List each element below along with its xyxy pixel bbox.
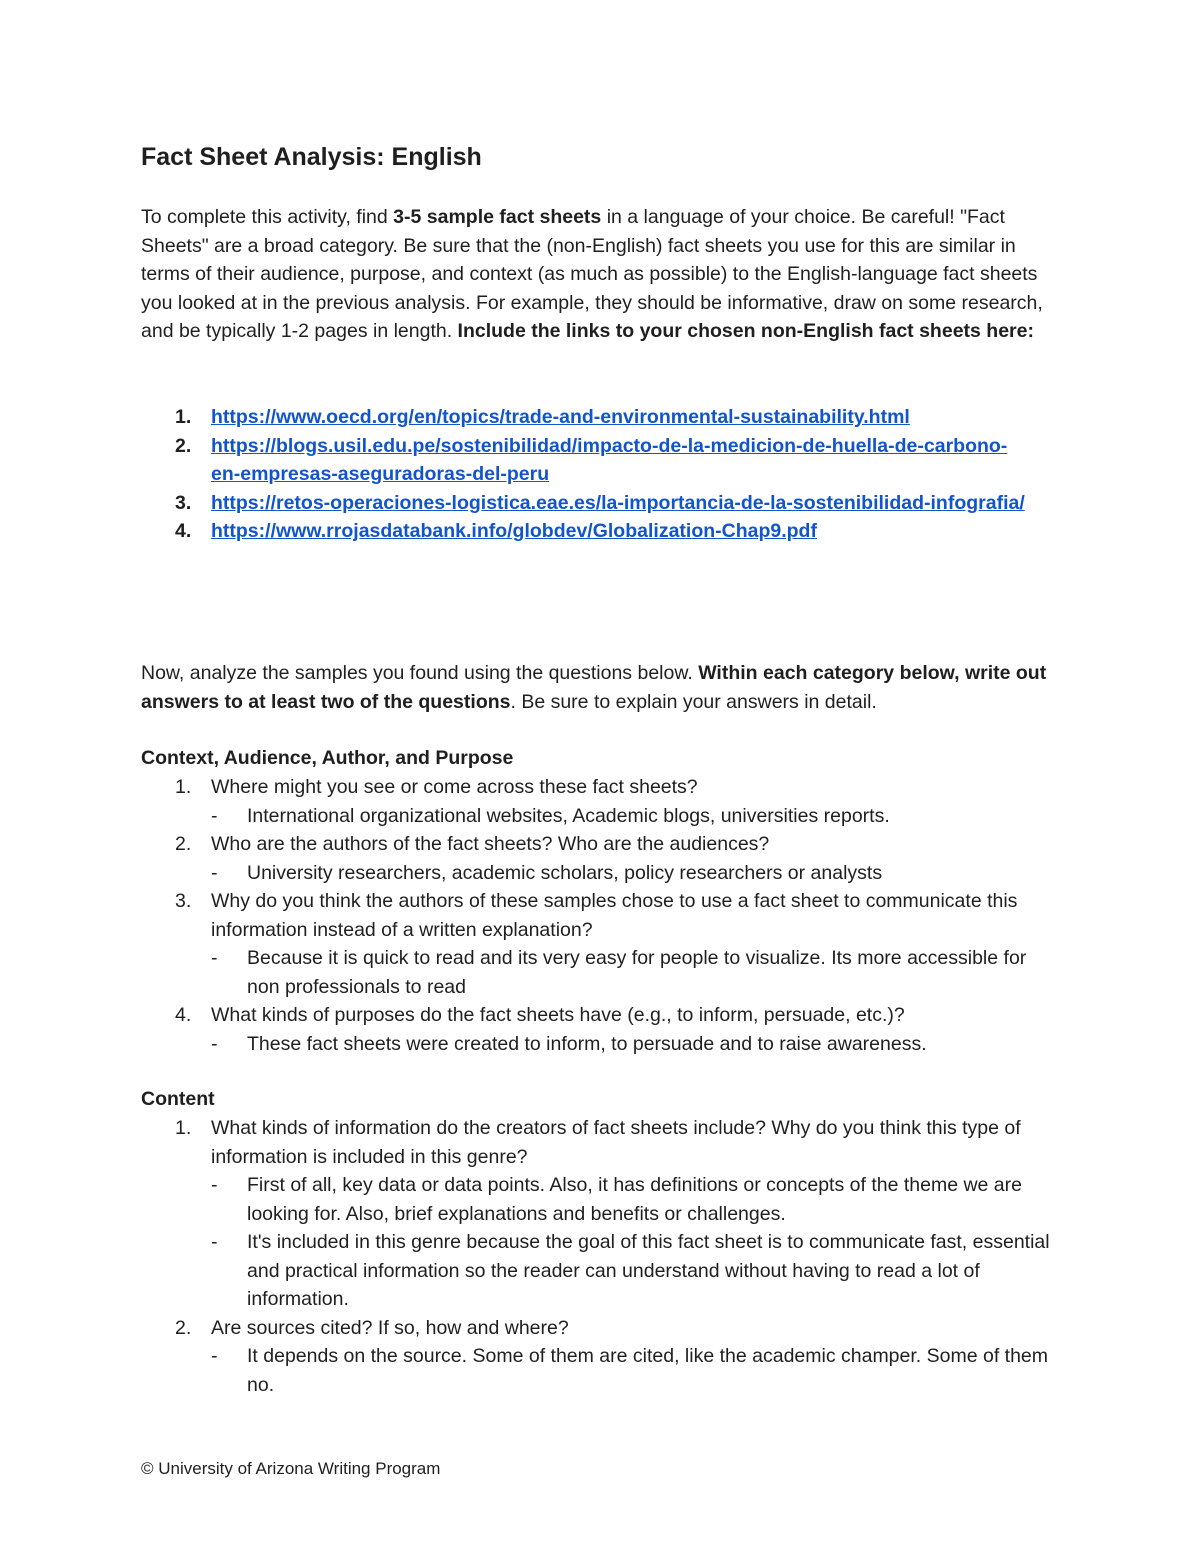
answer-text: Because it is quick to read and its very easy for people to visualize. Its more accessible for non professionals to read [247,947,1027,998]
answer-item [211,944,1061,1001]
answer-list [211,859,1061,888]
question-text: Why do you think the authors of these samples chose to use a fact sheet to communicate this information instead of a written explanation? [211,890,1018,941]
answer-text: First of all, key data or data points. Also, it has definitions or concepts of the theme we are looking for. Also, brief explanations and benefits or challenges. [247,1174,1022,1225]
answer-item [211,1342,1061,1399]
answer-text: It depends on the source. Some of them are cited, like the academic champer. Some of them no. [247,1345,1049,1396]
link-item [141,517,1031,546]
intro-paragraph [141,203,1053,346]
link-item [141,403,1031,432]
question-number: 4. [175,1004,192,1026]
analyze-text-2: . Be sure to explain your answers in detail. [510,690,877,713]
answer-list [211,1030,1061,1059]
link-number: 4. [175,520,192,542]
link-number: 3. [175,491,192,514]
section-heading: Content [141,1088,215,1110]
footer-copyright: © University of Arizona Writing Program [141,1459,441,1478]
answer-list [211,802,1061,831]
answer-text: International organizational websites, Academic blogs, universities reports. [247,804,890,827]
answer-item [211,1030,1061,1059]
links-list [141,403,1031,546]
question-text: Who are the authors of the fact sheets? Who are the audiences? [211,833,770,855]
question-number: 3. [175,890,192,912]
question-number: 1. [175,776,192,798]
question-text: Where might you see or come across these fact sheets? [211,776,698,798]
question-text: Are sources cited? If so, how and where? [211,1316,569,1339]
answer-dash: - [211,804,218,827]
analyze-text-1: Now, analyze the samples you found using the questions below. [141,662,699,684]
intro-text-1: To complete this activity, find [141,206,394,228]
link-usil-blog[interactable]: https://blogs.usil.edu.pe/sostenibilidad/impacto-de-la-medicion-de-huella-de-carbono-en-empresas-aseguradoras-del-peru [211,434,1008,485]
link-item [141,489,1031,518]
answer-item [211,859,1061,888]
intro-bold-2: Include the links to your chosen non-English fact sheets here: [457,320,1034,342]
analyze-paragraph [141,659,1053,716]
page-title: Fact Sheet Analysis: English [141,143,482,171]
question-item [141,1001,1061,1058]
question-number: 2. [175,833,192,855]
answer-list [211,1342,1061,1399]
answer-list [211,1171,1061,1314]
answer-dash: - [211,1231,218,1253]
link-number: 1. [175,406,192,428]
question-item [141,1114,1061,1314]
answer-dash: - [211,947,218,969]
link-number: 2. [175,434,192,457]
link-item [141,432,1031,489]
answer-text: These fact sheets were created to inform, to persuade and to raise awareness. [247,1032,927,1055]
answer-dash: - [211,1174,218,1196]
answer-dash: - [211,1032,218,1055]
question-list [141,1114,1061,1399]
answer-dash: - [211,861,218,884]
link-oecd[interactable]: https://www.oecd.org/en/topics/trade-and-environmental-sustainability.html [211,406,910,428]
answer-text: University researchers, academic scholars, policy researchers or analysts [247,861,883,884]
question-list [141,773,1061,1058]
question-item [141,1314,1061,1400]
link-rrojas[interactable]: https://www.rrojasdatabank.info/globdev/Globalization-Chap9.pdf [211,520,817,542]
question-item [141,773,1061,830]
question-number: 1. [175,1117,192,1139]
answer-item [211,1171,1061,1228]
question-text: What kinds of information do the creators of fact sheets include? Why do you think this type of information is included in this genre? [211,1117,1021,1168]
link-eae[interactable]: https://retos-operaciones-logistica.eae.es/la-importancia-de-la-sostenibilidad-infografia/ [211,491,1025,514]
section-heading: Context, Audience, Author, and Purpose [141,747,514,769]
answer-item [211,1228,1061,1314]
question-text: What kinds of purposes do the fact sheets have (e.g., to inform, persuade, etc.)? [211,1004,905,1026]
answer-text: It's included in this genre because the goal of this fact sheet is to communicate fast, essential and practical information so the reader can understand without having to read a lot of information. [247,1231,1050,1310]
analyze-bold: Within each category below, write out answers to at least two of the questions [141,662,1047,713]
intro-text-2: in a language of your choice. Be careful! "Fact Sheets" are a broad category. Be sure that the (non-English) fact sheets you use for this are similar in terms of their audience, purpose, and context (as much as possible) to the English-language fact sheets you looked at in the previous analysis. For example, they should be informative, draw on some research, and be typically 1-2 pages in length. [141,206,1043,342]
question-item [141,830,1061,887]
answer-list [211,944,1061,1001]
answer-item [211,802,1061,831]
answer-dash: - [211,1345,218,1367]
question-number: 2. [175,1316,192,1339]
question-item [141,887,1061,1001]
intro-bold-1: 3-5 sample fact sheets [393,206,602,228]
